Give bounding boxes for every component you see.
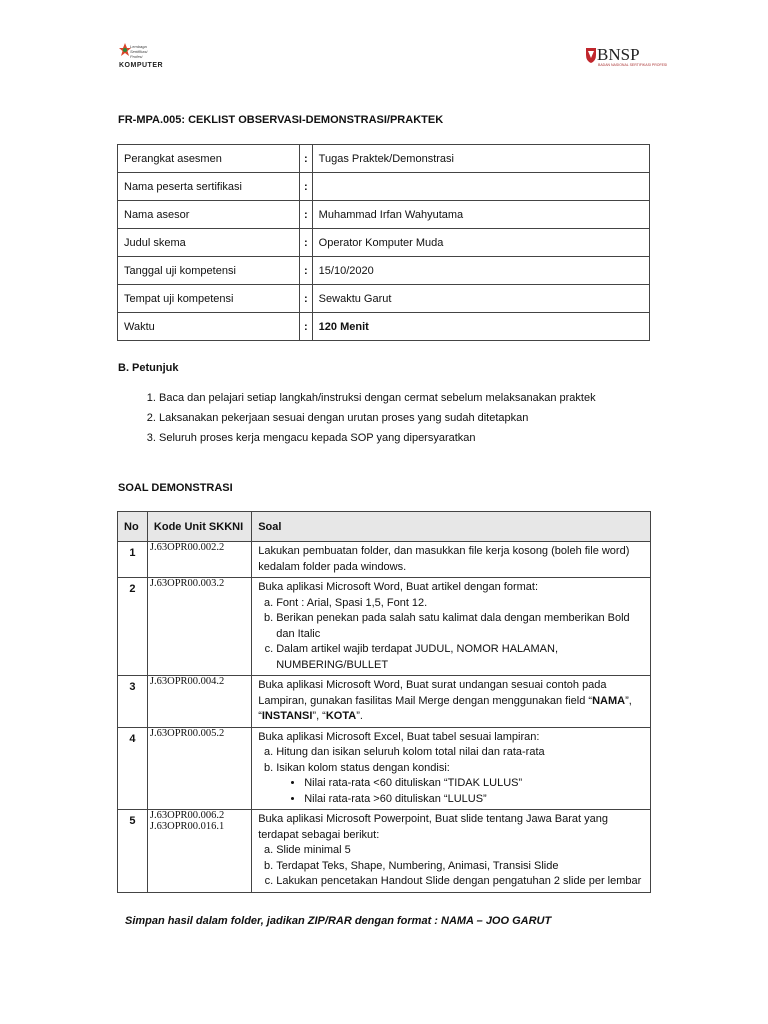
- bnsp-logo: [584, 44, 668, 70]
- soal-intro: Buka aplikasi Microsoft Word, Buat artikel dengan format:: [258, 581, 539, 593]
- info-row: [118, 173, 650, 201]
- row-kode: J.63OPR00.006.2 J.63OPR00.016.1: [147, 810, 251, 893]
- info-label: Nama peserta sertifikasi: [118, 173, 300, 201]
- petunjuk-heading: B. Petunjuk: [118, 362, 179, 374]
- row-kode: J.63OPR00.003.2: [147, 578, 251, 676]
- petunjuk-item: 1. Baca dan pelajari setiap langkah/instruksi dengan cermat sebelum melaksanakan praktek: [159, 390, 679, 410]
- soal-header-row: [118, 512, 651, 542]
- info-value: Sewaktu Garut: [312, 285, 649, 313]
- row-no: 1: [118, 542, 148, 578]
- list-item: b. Terdapat Teks, Shape, Numbering, Animasi, Transisi Slide: [276, 859, 644, 875]
- table-row: [118, 676, 651, 728]
- row-no: 5: [118, 810, 148, 893]
- soal-sublist: [258, 843, 644, 890]
- row-soal: [252, 727, 651, 810]
- row-soal: [252, 542, 651, 578]
- list-item: c. Dalam artikel wajib terdapat JUDUL, NOMOR HALAMAN, NUMBERING/BULLET: [276, 642, 644, 673]
- row-kode: J.63OPR00.004.2: [147, 676, 251, 728]
- soal-heading: SOAL DEMONSTRASI: [118, 482, 233, 494]
- field-kota: KOTA: [325, 710, 357, 722]
- field-separator: ”, “: [258, 694, 632, 722]
- lsp-komputer-logo: [118, 42, 166, 74]
- info-label: Waktu: [118, 313, 300, 341]
- form-title: FR-MPA.005: CEKLIST OBSERVASI-DEMONSTRASI/PRAKTEK: [118, 114, 444, 126]
- field-nama: NAMA: [592, 694, 626, 707]
- info-label: Judul skema: [118, 229, 300, 257]
- lsp-logo-small-text: Lembaga Sertifikasi Profesi: [130, 44, 148, 59]
- info-separator: :: [300, 285, 313, 313]
- table-row: [118, 810, 651, 893]
- info-separator: :: [300, 257, 313, 285]
- bnsp-logo-text: BNSP: [597, 45, 640, 64]
- row-soal: [252, 676, 651, 728]
- list-item: a. Hitung dan isikan seluruh kolom total nilai dan rata-rata: [276, 745, 644, 761]
- petunjuk-item: 2. Laksanakan pekerjaan sesuai dengan urutan proses yang sudah ditetapkan: [159, 410, 679, 430]
- info-label: Tanggal uji kompetensi: [118, 257, 300, 285]
- field-end: ”.: [356, 710, 363, 722]
- col-header-kode: Kode Unit SKKNI: [147, 512, 251, 542]
- info-separator: :: [300, 229, 313, 257]
- row-kode: J.63OPR00.002.2: [147, 542, 251, 578]
- row-soal: [252, 578, 651, 676]
- row-kode: J.63OPR00.005.2: [147, 727, 251, 810]
- list-item: b. Isikan kolom status dengan kondisi: • Nilai rata-rata <60 dituliskan “TIDAK LULUS” • Nilai rata-rata >60 dituliskan “LULUS”: [276, 761, 644, 808]
- info-separator: :: [300, 173, 313, 201]
- table-row: [118, 578, 651, 676]
- soal-intro: Buka aplikasi Microsoft Word, Buat surat undangan sesuai contoh pada Lampiran, gunakan fasilitas Mail Merge dengan menggunakan field “: [258, 679, 607, 707]
- info-label: Nama asesor: [118, 201, 300, 229]
- info-value: 120 Menit: [312, 313, 649, 341]
- info-row: [118, 201, 650, 229]
- info-label: Perangkat asesmen: [118, 145, 300, 173]
- info-row: [118, 145, 650, 173]
- info-separator: :: [300, 145, 313, 173]
- field-separator: ”, “: [312, 710, 326, 722]
- soal-intro: Lakukan pembuatan folder, dan masukkan file kerja kosong (boleh file word) kedalam folder pada windows.: [258, 545, 630, 573]
- info-row: [118, 257, 650, 285]
- petunjuk-list: [140, 390, 679, 450]
- bnsp-logo-subtext: BADAN NASIONAL SERTIFIKASI PROFESI: [598, 63, 668, 67]
- col-header-no: No: [118, 512, 148, 542]
- col-header-soal: Soal: [252, 512, 651, 542]
- bnsp-emblem-icon: [584, 46, 598, 64]
- info-value: 15/10/2020: [312, 257, 649, 285]
- soal-sublist: [258, 596, 644, 674]
- soal-table: [117, 511, 651, 893]
- soal-intro: Buka aplikasi Microsoft Powerpoint, Buat slide tentang Jawa Barat yang terdapat sebagai berikut:: [258, 813, 608, 841]
- list-item: • Nilai rata-rata <60 dituliskan “TIDAK LULUS”: [304, 776, 644, 792]
- soal-intro: Buka aplikasi Microsoft Excel, Buat tabel sesuai lampiran:: [258, 730, 540, 743]
- list-item: b. Berikan penekan pada salah satu kalimat dala dengan memberikan Bold dan Italic: [276, 611, 644, 642]
- row-no: 3: [118, 676, 148, 728]
- lsp-logo-text: KOMPUTER: [119, 62, 164, 69]
- info-separator: :: [300, 313, 313, 341]
- list-item: c. Lakukan pencetakan Handout Slide dengan pengatuhan 2 slide per lembar: [276, 874, 644, 890]
- info-separator: :: [300, 201, 313, 229]
- soal-bullet-list: [276, 776, 644, 807]
- info-value: Operator Komputer Muda: [312, 229, 649, 257]
- list-item: a. Font : Arial, Spasi 1,5, Font 12.: [276, 596, 644, 612]
- row-no: 4: [118, 727, 148, 810]
- info-value: Muhammad Irfan Wahyutama: [312, 201, 649, 229]
- list-item: • Nilai rata-rata >60 dituliskan “LULUS”: [304, 792, 644, 808]
- info-row: [118, 313, 650, 341]
- table-row: [118, 727, 651, 810]
- info-value: Tugas Praktek/Demonstrasi: [312, 145, 649, 173]
- info-row: [118, 229, 650, 257]
- row-no: 2: [118, 578, 148, 676]
- info-value-participant-name: [312, 173, 649, 201]
- table-row: [118, 542, 651, 578]
- info-label: Tempat uji kompetensi: [118, 285, 300, 313]
- field-instansi: INSTANSI: [261, 710, 313, 722]
- petunjuk-item: 3. Seluruh proses kerja mengacu kepada SOP yang dipersyaratkan: [159, 430, 679, 450]
- footer-note: Simpan hasil dalam folder, jadikan ZIP/RAR dengan format : NAMA – JOO GARUT: [125, 915, 552, 927]
- info-table: [117, 144, 650, 341]
- info-row: [118, 285, 650, 313]
- row-soal: [252, 810, 651, 893]
- list-item: a. Slide minimal 5: [276, 843, 644, 859]
- soal-sublist: [258, 745, 644, 807]
